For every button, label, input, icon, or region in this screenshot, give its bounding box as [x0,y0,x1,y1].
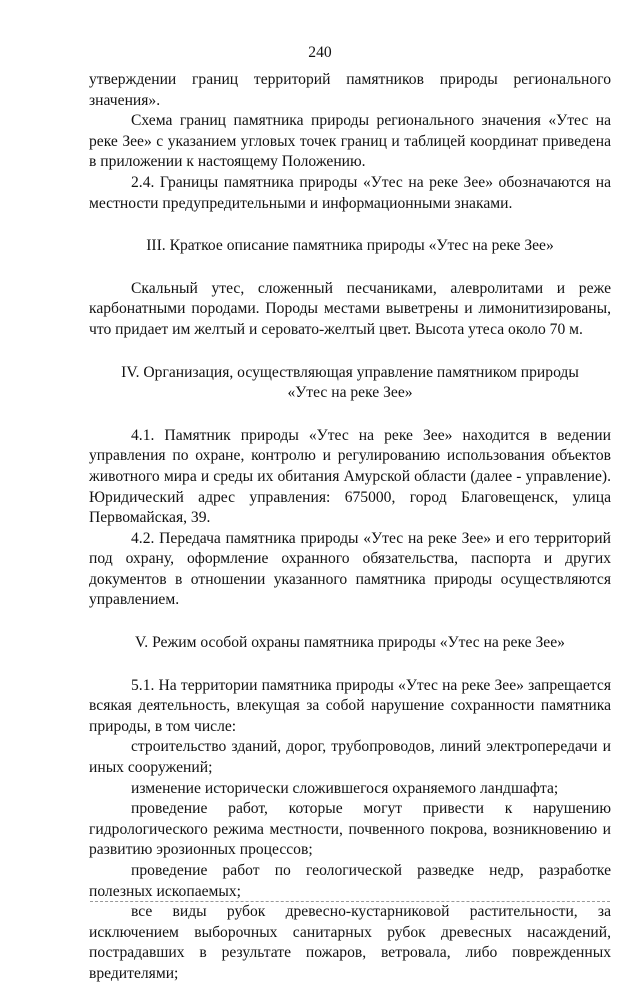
list-item-geology: проведение работ по геологической разведке недр, разработке полезных ископаемых; [89,862,611,900]
list-item-logging: все виды рубок древесно-кустарниковой растительности, за исключением выборочных санитарных рубок древесных насаждений, пострадавших в результате пожаров, ветровала, либо поврежденных вредителями; [89,903,611,982]
paragraph-2-4: 2.4. Границы памятника природы «Утес на реке Зее» обозначаются на местности предупредительными и информационными знаками. [89,173,611,212]
section-heading-3: III. Краткое описание памятника природы «Утес на реке Зее» [146,237,554,255]
list-item-construction: строительство зданий, дорог, трубопроводов, линий электропередачи и иных сооружений; [89,738,611,777]
section-heading-4 [89,363,611,404]
section-heading-4-line1: IV. Организация, осуществляющая управление памятником природы [121,363,579,381]
section-heading-5: V. Режим особой охраны памятника природы «Утес на реке Зее» [135,634,565,652]
list-item-landscape: изменение исторически сложившегося охраняемого ландшафта; [131,779,559,797]
paragraph-5-1: 5.1. На территории памятника природы «Утес на реке Зее» запрещается всякая деятельность, влекущая за собой нарушение сохранности памятника природы, в том числе: [89,676,611,735]
paragraph-4-2: 4.2. Передача памятника природы «Утес на реке Зее» и его территорий под охрану, оформление охранного обязательства, паспорта и других документов в отношении указанного памятника природы осуществляются управлением. [89,529,611,609]
page-body [89,70,611,985]
paragraph-scheme: Схема границ памятника природы регионального значения «Утес на реке Зее» с указанием угловых точек границ и таблицей координат приведена в приложении к настоящему Положению. [89,112,611,171]
section-heading-4-line2: «Утес на реке Зее» [287,384,413,402]
paragraph-description: Скальный утес, сложенный песчаниками, алевролитами и реже карбонатными породами. Породы местами выветрены и лимонитизированы, что придает им желтый и серовато-желтый цвет. Высота утеса около 70 м. [89,279,611,338]
list-item-hydrology: проведение работ, которые могут привести к нарушению гидрологического режима местности, почвенного покрова, возникновению и развитию эрозионных процессов; [89,800,611,859]
bottom-edge-rule [90,901,610,902]
page-number: 240 [308,44,332,61]
paragraph-continuation: утверждении границ территорий памятников природы регионального значения». [89,71,611,109]
paragraph-4-1: 4.1. Памятник природы «Утес на реке Зее» находится в ведении управления по охране, контролю и регулированию использования объектов животного мира и среды их обитания Амурской области (далее - управление). Юридический адрес управления: 675000, город Благовещенск, улица Первомайская, 39. [89,426,611,527]
